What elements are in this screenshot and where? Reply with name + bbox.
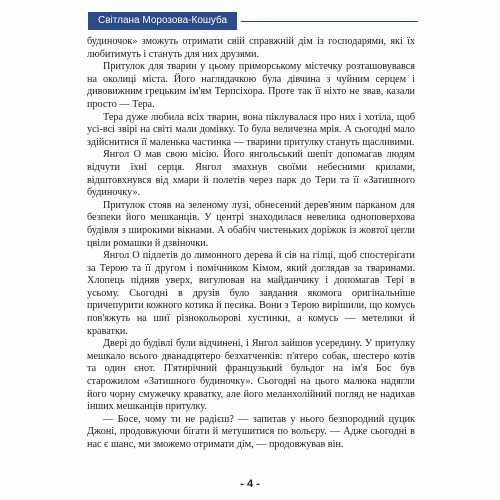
paragraph: Притулок стояв на зеленому лузі, обнесений дерев'яним парканом для безпеки його мешканців. У центрі знаходилася невелика одноповерхова будівля з широкими вікнами. А обабіч чистеньких доріжок із жовтої цегли цвіли ромашки й дзвіночки. <box>87 199 415 249</box>
paragraph: Янгол О підлетів до лимонного дерева й сів на гілці, щоб спостерігати за Терою та її другом і помічником Кімом, який доглядав за тваринами. Хлопець підняв уверх, вигулював на майданчику і допомагав Тері в усьому. Сьогодні в друзів було завдання якомога оригінальніше причепурити кожного котика й песика. Вони з Терою вирішили, що комусь пов'яжуть на шиї різнокольорові хустинки, а комусь — метелики й краватки. <box>87 250 415 337</box>
page-number: - 4 - <box>240 478 260 490</box>
paragraph: будиночок» зможуть отримати свій справжній дім із господарями, які їх любитимуть і стануть для них друзями. <box>87 36 415 60</box>
body-text <box>87 36 415 452</box>
header-rule <box>241 21 418 22</box>
paragraph: Тера дуже любила всіх тварин, вона піклувалася про них і хотіла, щоб усі-всі звірі на світі мали домівку. То була величезна мрія. А сьогодні мало здійснитися її маленька частинка — тварини притулку стануть щасливими. <box>87 111 415 148</box>
author-name: Світлана Морозова-Кошуба <box>88 12 237 30</box>
paragraph: — Босе, чому ти не радієш? — запитав у нього безпородний цуцик Джоні, продовжуючи бігати й метушитися по вольєру. — Адже сьогодні в нас є шанс, ми зможемо отримати дім, — продовжував він. <box>87 413 415 450</box>
running-header <box>88 8 418 34</box>
paragraph: Янгол О мав свою місію. Його янгольський шепіт допомагав людям відчути їхні серця. Янгол змахнув своїми небесними крилами, відштовхнувся від хмари й полетів через парк до Тери та її «Затишного будиночку». <box>87 149 415 199</box>
paragraph: Притулок для тварин у цьому приморському містечку розташовувався на околиці міста. Його наглядачкою була дівчина з чуйним серцем і дивовижним грецьким ім'ям Терпсіхора. Проте так її ніхто не звав, казали просто — Тера. <box>87 61 415 110</box>
paragraph: Двері до будівлі були відчинені, і Янгол зайшов усередину. У притулку мешкало всього дванадцятеро безхатченків: п'ятеро собак, шестеро котів та один єнот. П'ятирічний французький бульдог на ім'я Бос був старожилом «Затишного будиночку». Сьогодні на цього малюка надягли його чорну смужечку краватку, але його меланхолійний погляд не надихав інших мешканців притулку. <box>87 338 415 413</box>
